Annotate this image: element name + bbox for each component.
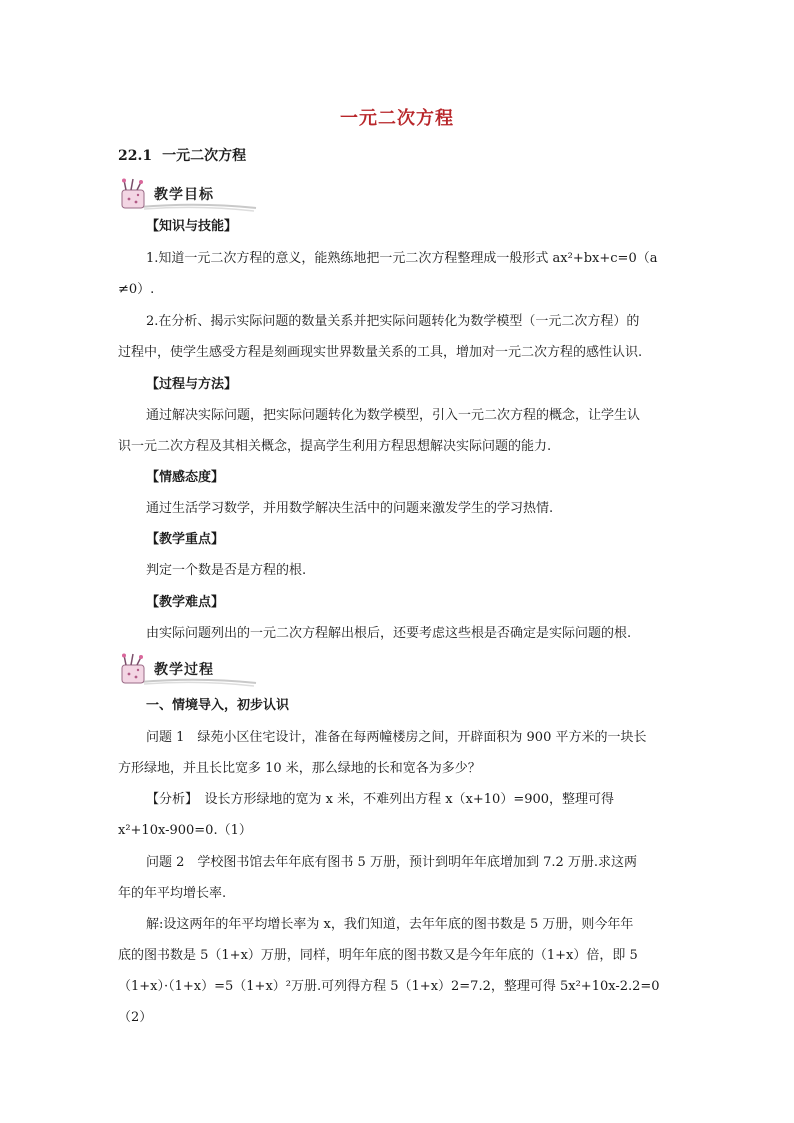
knowledge-line-2: ≠0）. (118, 282, 155, 297)
section-title: 一元二次方程 (162, 148, 247, 164)
key-point-line: 判定一个数是否是方程的根. (146, 563, 307, 578)
difficulty-line: 由实际问题列出的一元二次方程解出根后，还要考虑这些根是否确定是实际问题的根. (146, 626, 632, 641)
key-point-heading: 【教学重点】 (146, 532, 225, 547)
teaching-process-label: 教学过程 (154, 662, 214, 678)
process-line-2: 识一元二次方程及其相关概念，提高学生利用方程思想解决实际问题的能力. (118, 439, 552, 454)
solution-line-3: （1+x）·（1+x）=5（1+x）²万册.可列得方程 5（1+x）2=7.2，整理可得 5x²+10x-2.2=0 (118, 979, 660, 994)
question1-line-2: 方形绿地，并且长比宽多 10 米，那么绿地的长和宽各为多少？ (118, 761, 481, 776)
knowledge-heading: 【知识与技能】 (146, 219, 238, 234)
emotion-line-1: 通过生活学习数学，并用数学解决生活中的问题来激发学生的学习热情. (146, 501, 554, 516)
part1-heading: 一、情境导入，初步认识 (146, 698, 290, 713)
section-heading (118, 145, 246, 165)
teaching-process-banner (118, 653, 258, 687)
process-line-1: 通过解决实际问题，把实际问题转化为数学模型，引入一元二次方程的概念，让学生认 (146, 408, 641, 423)
teaching-goals-banner (118, 178, 258, 212)
knowledge-line-4: 过程中，使学生感受方程是刻画现实世界数量关系的工具，增加对一元二次方程的感性认识. (118, 345, 643, 360)
process-heading: 【过程与方法】 (146, 377, 238, 392)
page-title: 一元二次方程 (340, 108, 454, 129)
solution-line-4: （2） (118, 1010, 153, 1025)
solution-line-2: 底的图书数是 5（1+x）万册，同样，明年年底的图书数又是今年年底的（1+x）倍，即 5 (118, 948, 638, 963)
knowledge-line-3: 2.在分析、揭示实际问题的数量关系并把实际问题转化为数学模型（一元二次方程）的 (146, 314, 640, 329)
question2-line-1: 问题 2 学校图书馆去年年底有图书 5 万册，预计到明年年底增加到 7.2 万册.求这两 (146, 855, 638, 870)
emotion-heading: 【情感态度】 (146, 470, 225, 485)
solution-line-1: 解:设这两年的年平均增长率为 x，我们知道，去年年底的图书数是 5 万册，则今年年 (146, 917, 634, 932)
section-number: 22.1 (118, 148, 153, 164)
question2-line-2: 年的年平均增长率. (118, 886, 227, 901)
teaching-goals-label: 教学目标 (154, 187, 214, 203)
knowledge-line-1: 1.知道一元二次方程的意义，能熟练地把一元二次方程整理成一般形式 ax²+bx+c=0（a (146, 251, 658, 266)
analysis-line-1: 【分析】 设长方形绿地的宽为 x 米，不难列出方程 x（x+10）=900，整理可得 (146, 792, 615, 807)
difficulty-heading: 【教学难点】 (146, 595, 225, 610)
analysis-line-2: x²+10x-900=0.（1） (118, 823, 252, 838)
question1-line-1: 问题 1 绿苑小区住宅设计，准备在每两幢楼房之间，开辟面积为 900 平方米的一块长 (146, 730, 647, 745)
